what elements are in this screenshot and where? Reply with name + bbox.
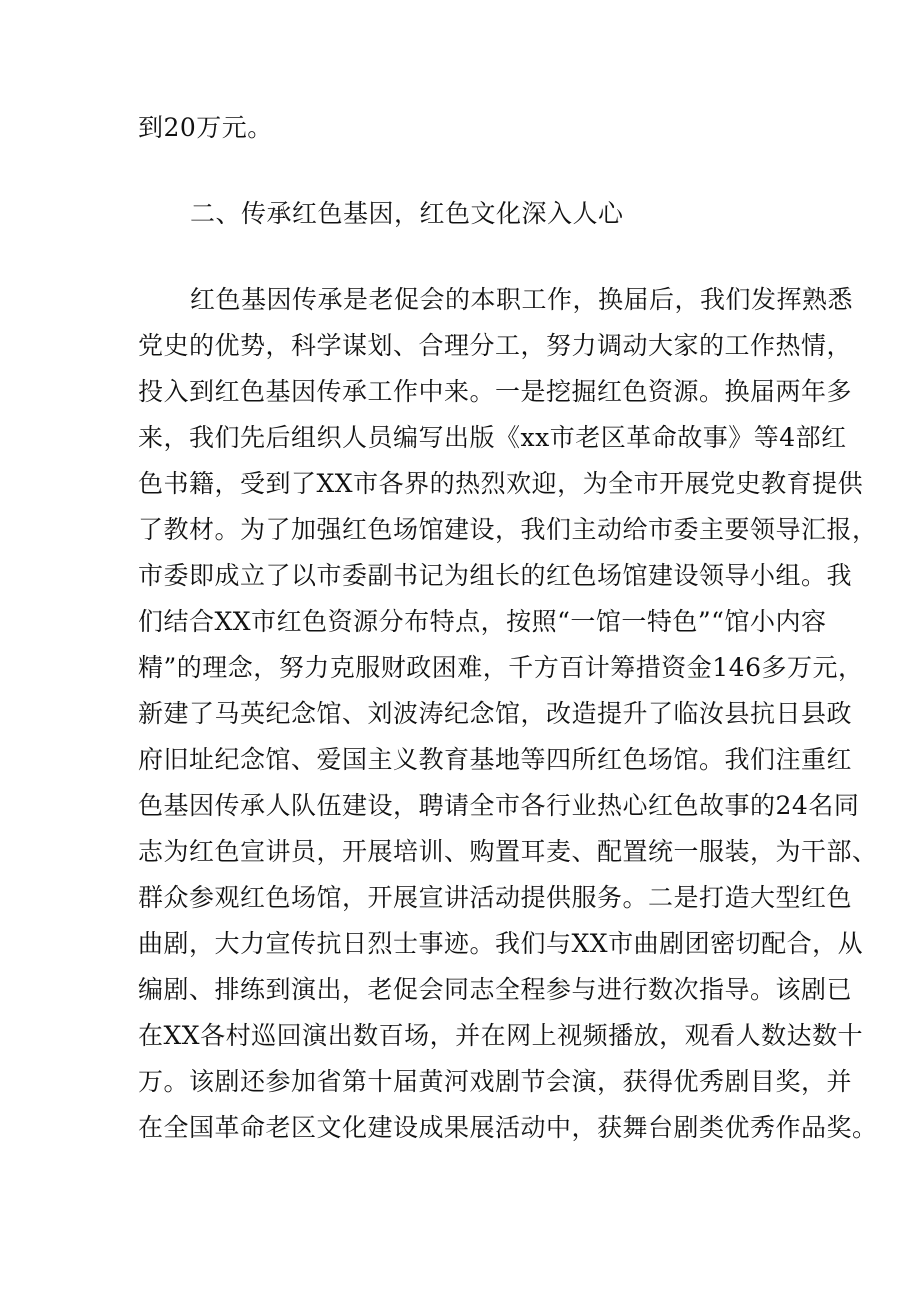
paragraph-line: 红色基因传承是老促会的本职工作，换届后，我们发挥熟悉 bbox=[190, 285, 854, 314]
paragraph-line: 色书籍，受到了XX市各界的热烈欢迎，为全市开展党史教育提供 bbox=[138, 469, 864, 498]
paragraph-line: 在全国革命老区文化建设成果展活动中，获舞台剧类优秀作品奖。 bbox=[138, 1113, 878, 1142]
paragraph-line: 编剧、排练到演出，老促会同志全程参与进行数次指导。该剧已 bbox=[138, 975, 853, 1004]
paragraph-line: 色基因传承人队伍建设，聘请全市各行业热心红色故事的24名同 bbox=[138, 791, 860, 820]
paragraph-line: 在XX各村巡回演出数百场，并在网上视频播放，观看人数达数十 bbox=[138, 1021, 864, 1050]
intro-line: 到20万元。 bbox=[138, 113, 273, 142]
paragraph-line: 来，我们先后组织人员编写出版《xx市老区革命故事》等4部红 bbox=[138, 423, 847, 452]
paragraph-line: 精”的理念，努力克服财政困难，千方百计筹措资金146多万元， bbox=[138, 653, 864, 682]
paragraph-line: 新建了马英纪念馆、刘波涛纪念馆，改造提升了临汝县抗日县政 bbox=[138, 699, 853, 728]
paragraph-line: 志为红色宣讲员，开展培训、购置耳麦、配置统一服装，为干部、 bbox=[138, 837, 878, 866]
paragraph-line: 府旧址纪念馆、爱国主义教育基地等四所红色场馆。我们注重红 bbox=[138, 745, 853, 774]
paragraph-line: 投入到红色基因传承工作中来。一是挖掘红色资源。换届两年多 bbox=[138, 377, 853, 406]
paragraph-line: 曲剧，大力宣传抗日烈士事迹。我们与XX市曲剧团密切配合，从 bbox=[138, 929, 864, 958]
paragraph-line: 万。该剧还参加省第十届黄河戏剧节会演，获得优秀剧目奖，并 bbox=[138, 1067, 853, 1096]
paragraph-line: 们结合XX市红色资源分布特点，按照“一馆一特色”“馆小内容 bbox=[138, 607, 827, 636]
paragraph-line: 党史的优势，科学谋划、合理分工，努力调动大家的工作热情， bbox=[138, 331, 853, 360]
paragraph-line: 了教材。为了加强红色场馆建设，我们主动给市委主要领导汇报， bbox=[138, 515, 878, 544]
paragraph-line: 群众参观红色场馆，开展宣讲活动提供服务。二是打造大型红色 bbox=[138, 883, 853, 912]
paragraph-line: 市委即成立了以市委副书记为组长的红色场馆建设领导小组。我 bbox=[138, 561, 853, 590]
section-heading: 二、传承红色基因，红色文化深入人心 bbox=[190, 199, 624, 228]
